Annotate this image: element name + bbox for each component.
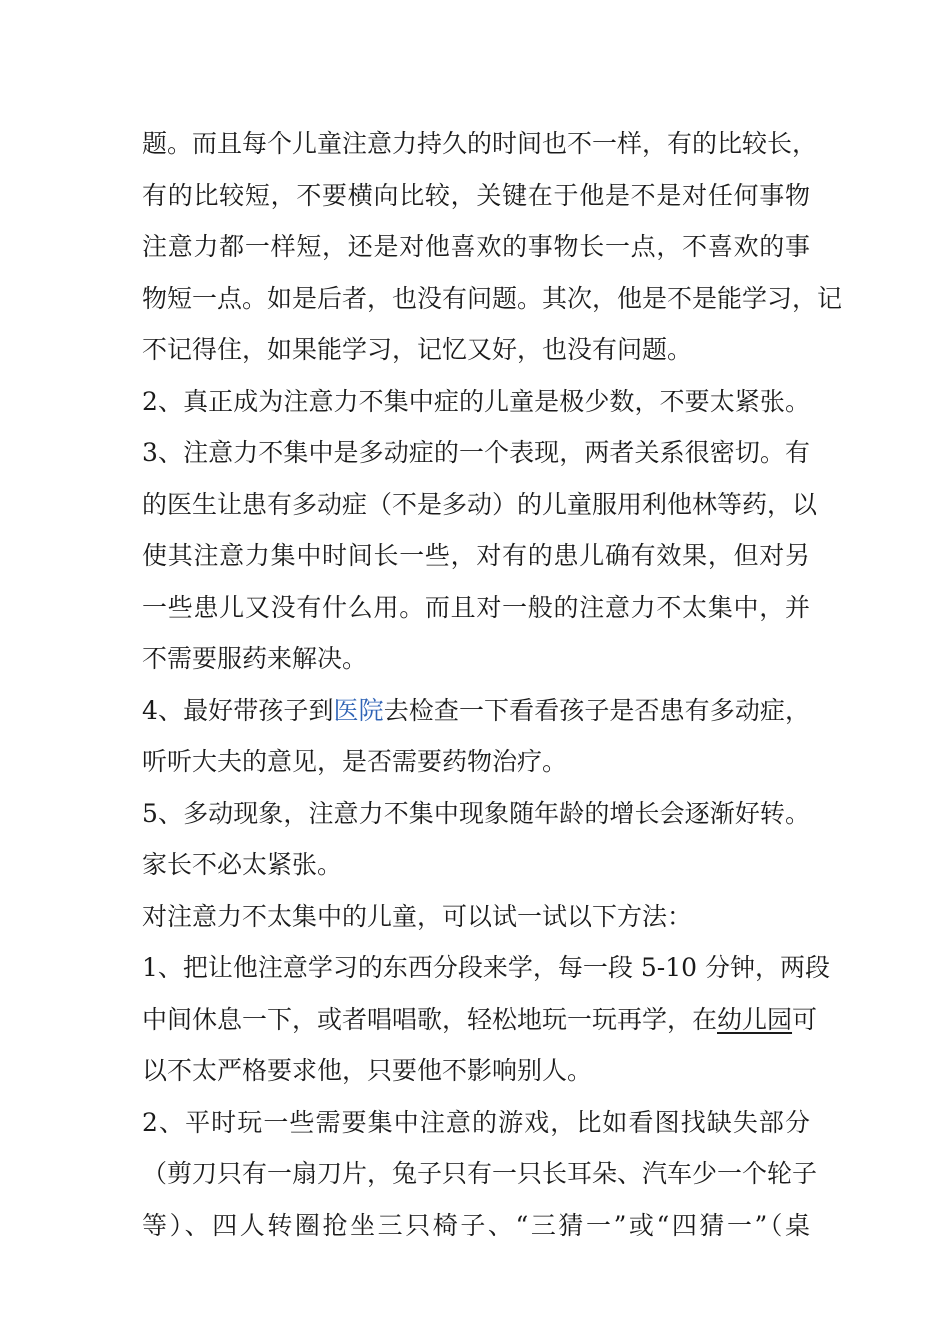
text-line: 3、注意力不集中是多动症的一个表现，两者关系很密切。有 — [142, 438, 810, 467]
text-line: 听听大夫的意见，是否需要药物治疗。 — [142, 747, 568, 776]
text-line: 有的比较短，不要横向比较，关键在于他是不是对任何事物 — [142, 180, 810, 210]
text-line: 2、平时玩一些需要集中注意的游戏，比如看图找缺失部分 — [142, 1107, 810, 1137]
text-line: 家长不必太紧张。 — [142, 850, 343, 879]
text-line: 的医生让患有多动症（不是多动）的儿童服用利他林等药，以 — [142, 489, 818, 519]
text-line: 题。而且每个儿童注意力持久的时间也不一样，有的比较长， — [142, 129, 818, 158]
text-line: （剪刀只有一扇刀片，兔子只有一只长耳朵、汽车少一个轮子 — [142, 1159, 818, 1188]
text-line: 物短一点。如是后者，也没有问题。其次，他是不是能学习，记 — [142, 283, 843, 313]
text-line: 1、把让他注意学习的东西分段来学，每一段 5-10 分钟，两段 — [142, 953, 830, 982]
kindergarten-link[interactable]: 幼儿园 — [717, 1004, 793, 1034]
text-line: 5、多动现象，注意力不集中现象随年龄的增长会逐渐好转。 — [142, 798, 810, 828]
text-line-with-link — [142, 994, 818, 1046]
text-line: 一些患儿又没有什么用。而且对一般的注意力不太集中，并 — [142, 592, 810, 622]
text-line: 注意力都一样短，还是对他喜欢的事物长一点，不喜欢的事 — [142, 232, 810, 261]
text-segment: 中间休息一下，或者唱唱歌，轻松地玩一玩再学，在 — [142, 1004, 718, 1034]
hospital-link[interactable]: 医院 — [333, 695, 384, 725]
text-segment: 去检查一下看看孩子是否患有多动症， — [383, 695, 810, 725]
text-line: 使其注意力集中时间长一些，对有的患儿确有效果，但对另 — [142, 541, 810, 570]
text-line-with-link — [142, 685, 810, 737]
text-line: 以不太严格要求他，只要他不影响别人。 — [142, 1056, 593, 1085]
text-line: 2、真正成为注意力不集中症的儿童是极少数，不要太紧张。 — [142, 386, 810, 416]
text-line: 对注意力不太集中的儿童，可以试一试以下方法： — [142, 901, 693, 931]
body-text — [142, 118, 843, 1251]
text-line: 不需要服药来解决。 — [142, 644, 368, 673]
text-segment: 可 — [792, 1004, 818, 1034]
text-segment: 4、最好带孩子到 — [142, 695, 334, 725]
text-line: 不记得住，如果能学习，记忆又好，也没有问题。 — [142, 335, 693, 364]
text-line: 等）、四人转圈抢坐三只椅子、“三猜一”或“四猜一”（桌 — [142, 1210, 810, 1240]
